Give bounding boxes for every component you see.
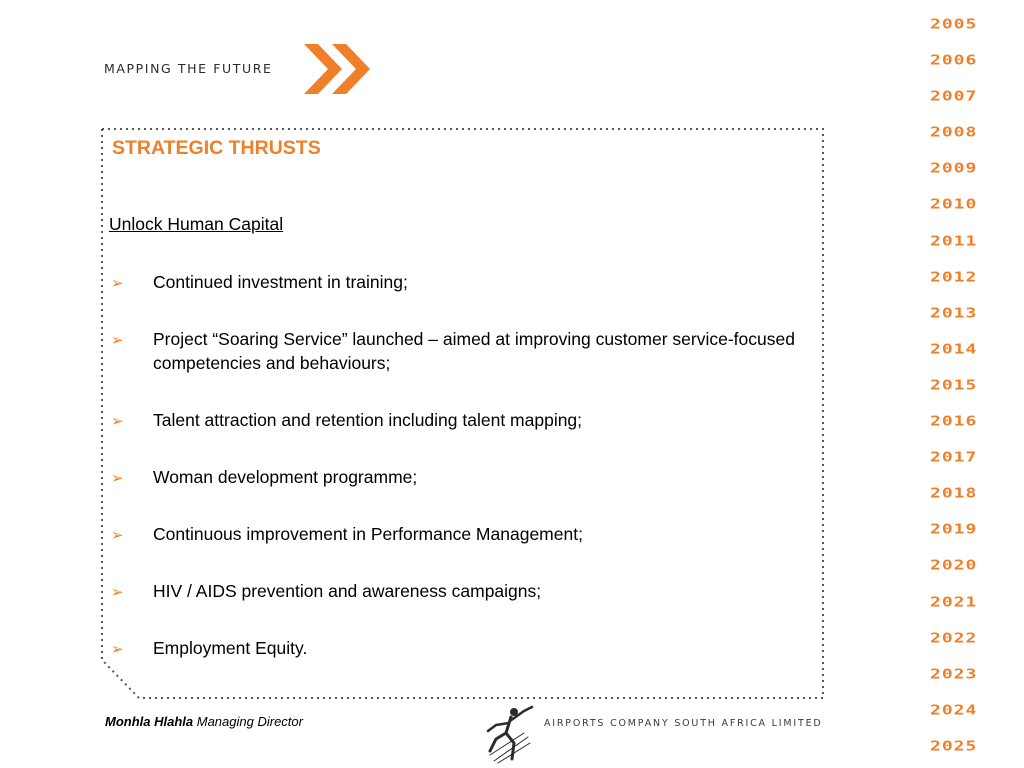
header <box>104 40 384 100</box>
bullet-text: Woman development programme; <box>153 467 418 487</box>
timeline-year: 2012 <box>930 269 978 285</box>
timeline-year: 2018 <box>930 486 978 502</box>
timeline-year: 2007 <box>930 89 978 105</box>
presenter-credit <box>105 714 303 729</box>
slide-title: STRATEGIC THRUSTS <box>112 137 321 159</box>
timeline-year: 2011 <box>930 233 978 249</box>
bullet-text: Talent attraction and retention including talent mapping; <box>153 410 583 430</box>
bullet-text: Project “Soaring Service” launched – aimed at improving customer service-focused competencies and behaviours; <box>153 329 795 373</box>
arrow-bullet-icon: ➢ <box>111 527 124 544</box>
list-item <box>109 327 821 375</box>
timeline-year: 2024 <box>930 702 978 719</box>
timeline-year: 2023 <box>930 666 978 683</box>
timeline-year: 2017 <box>930 450 978 466</box>
timeline-year: 2015 <box>930 378 978 394</box>
bullet-text: Continued investment in training; <box>153 272 408 292</box>
bullet-list <box>109 270 821 693</box>
list-item <box>109 522 821 546</box>
content-panel <box>101 128 823 696</box>
arrow-bullet-icon: ➢ <box>111 584 124 601</box>
timeline-year: 2021 <box>930 594 978 610</box>
bullet-text: HIV / AIDS prevention and awareness campaigns; <box>153 581 542 601</box>
timeline-year: 2006 <box>930 53 978 69</box>
arrow-bullet-icon: ➢ <box>111 332 124 349</box>
bullet-text: Continuous improvement in Performance Management; <box>153 524 583 544</box>
timeline-year: 2005 <box>930 17 978 33</box>
arrow-bullet-icon: ➢ <box>111 275 124 292</box>
arrow-bullet-icon: ➢ <box>111 413 124 430</box>
timeline-year: 2014 <box>930 342 978 358</box>
runner-logo-icon <box>484 703 536 765</box>
list-item <box>109 579 821 603</box>
timeline-year: 2020 <box>930 558 978 574</box>
presenter-role: Managing Director <box>196 714 303 729</box>
section-heading: Unlock Human Capital <box>109 214 284 234</box>
timeline-year: 2013 <box>930 305 978 322</box>
bullet-text: Employment Equity. <box>153 638 308 658</box>
timeline-year: 2016 <box>930 414 978 430</box>
timeline-year: 2010 <box>930 197 978 213</box>
header-tagline: MAPPING THE FUTURE <box>104 61 273 76</box>
company-name: AIRPORTS COMPANY SOUTH AFRICA LIMITED <box>544 718 823 729</box>
year-timeline <box>930 10 1000 768</box>
timeline-year: 2025 <box>930 739 978 755</box>
timeline-year: 2022 <box>930 630 978 646</box>
list-item <box>109 270 821 294</box>
list-item <box>109 465 821 489</box>
presenter-name: Monhla Hlahla <box>105 714 194 729</box>
list-item <box>109 408 821 432</box>
arrow-bullet-icon: ➢ <box>111 470 124 487</box>
timeline-year: 2019 <box>930 522 978 538</box>
list-item <box>109 636 821 660</box>
double-chevron-icon <box>302 42 374 96</box>
arrow-bullet-icon: ➢ <box>111 641 124 658</box>
timeline-year: 2008 <box>930 125 978 141</box>
timeline-year: 2009 <box>930 161 978 177</box>
